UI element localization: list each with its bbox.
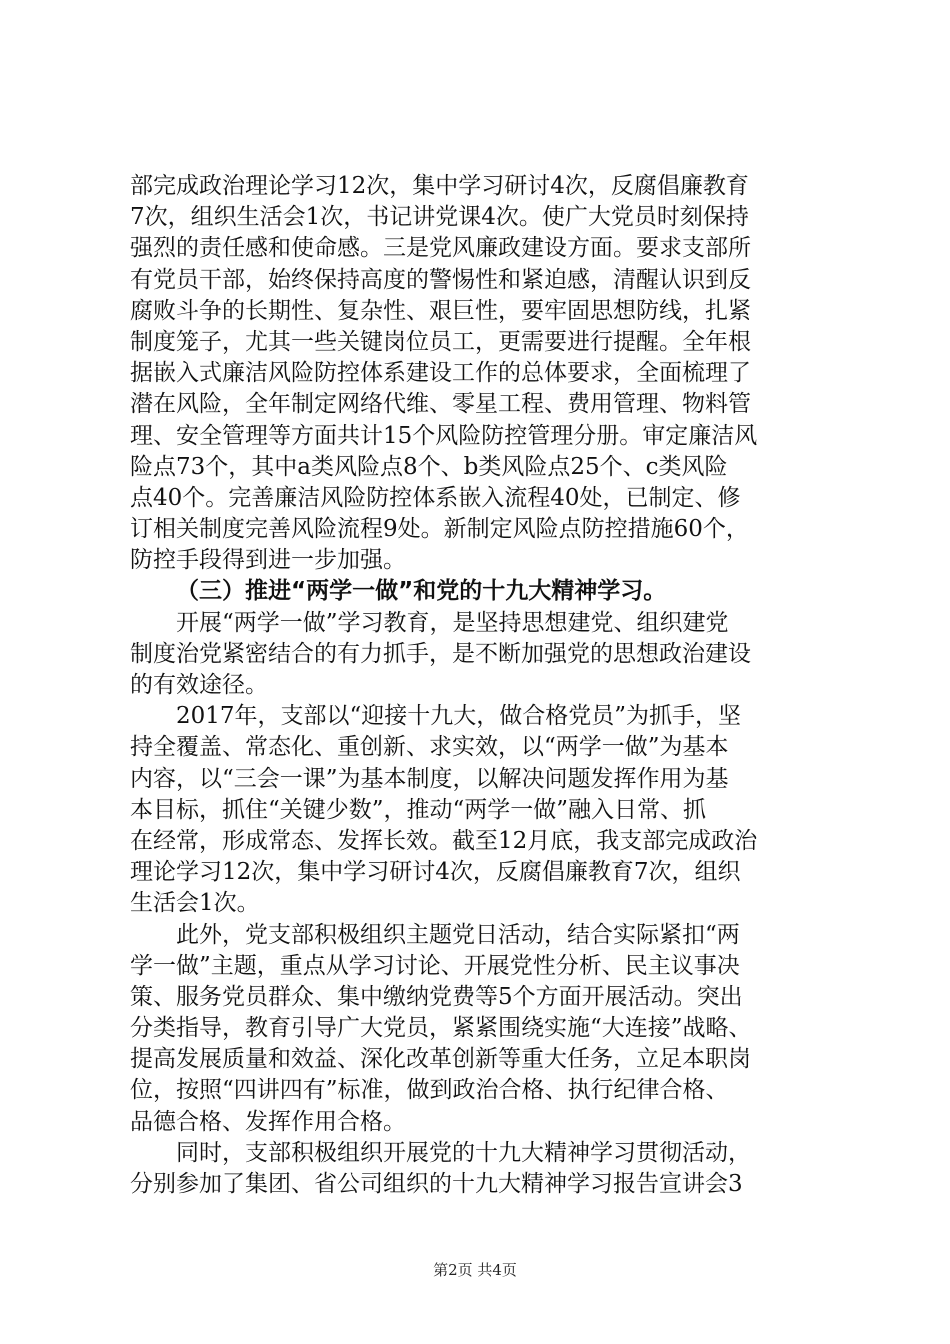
body-line: 险点73个，其中a类风险点8个、b类风险点25个、c类风险 xyxy=(130,453,728,480)
section-heading: （三）推进“两学一做”和党的十九大精神学习。 xyxy=(176,578,667,605)
page-number-footer: 第2页 共4页 xyxy=(433,1261,517,1279)
body-line: 潜在风险，全年制定网络代维、零星工程、费用管理、物料管 xyxy=(130,391,751,418)
paragraph-first-line: 2017年，支部以“迎接十九大，做合格党员”为抓手，坚 xyxy=(176,703,742,730)
paragraph-first-line: 开展“两学一做”学习教育，是坚持思想建党、组织建党 xyxy=(176,609,729,636)
body-line: 学一做”主题，重点从学习讨论、开展党性分析、民主议事决 xyxy=(130,952,740,979)
body-line: 强烈的责任感和使命感。三是党风廉政建设方面。要求支部所 xyxy=(130,235,751,262)
body-line: 据嵌入式廉洁风险防控体系建设工作的总体要求，全面梳理了 xyxy=(130,360,751,387)
paragraph-first-line: 同时，支部积极组织开展党的十九大精神学习贯彻活动， xyxy=(176,1139,751,1166)
body-line: 点40个。完善廉洁风险防控体系嵌入流程40处，已制定、修 xyxy=(130,484,741,511)
body-line: 理论学习12次，集中学习研讨4次，反腐倡廉教育7次，组织 xyxy=(130,859,741,886)
body-line: 制度笼子，尤其一些关键岗位员工，更需要进行提醒。全年根 xyxy=(130,328,751,355)
body-line: 内容，以“三会一课”为基本制度，以解决问题发挥作用为基 xyxy=(130,765,729,792)
body-line: 部完成政治理论学习12次，集中学习研讨4次，反腐倡廉教育 xyxy=(130,173,749,199)
body-line: 持全覆盖、常态化、重创新、求实效，以“两学一做”为基本 xyxy=(130,734,729,761)
body-line: 制度治党紧密结合的有力抓手，是不断加强党的思想政治建设 xyxy=(130,640,751,667)
body-line: 订相关制度完善风险流程9处。新制定风险点防控措施60个， xyxy=(130,516,749,543)
paragraph-first-line: 此外，党支部积极组织主题党日活动，结合实际紧扣“两 xyxy=(176,921,740,948)
body-line: 在经常，形成常态、发挥长效。截至12月底，我支部完成政治 xyxy=(130,827,758,854)
body-line: 本目标，抓住“关键少数”，推动“两学一做”融入日常、抓 xyxy=(130,796,707,823)
body-line: 防控手段得到进一步加强。 xyxy=(130,547,406,574)
body-line: 分别参加了集团、省公司组织的十九大精神学习报告宣讲会3 xyxy=(130,1171,743,1197)
body-line: 分类指导，教育引导广大党员，紧紧围绕实施“大连接”战略、 xyxy=(130,1015,752,1042)
body-line: 的有效途径。 xyxy=(130,672,268,698)
body-line: 提高发展质量和效益、深化改革创新等重大任务，立足本职岗 xyxy=(130,1046,751,1073)
body-line: 腐败斗争的长期性、复杂性、艰巨性，要牢固思想防线，扎紧 xyxy=(130,297,751,324)
body-line: 生活会1次。 xyxy=(130,890,260,917)
body-line: 7次，组织生活会1次，书记讲党课4次。使广大党员时刻保持 xyxy=(130,204,749,231)
body-line: 位，按照“四讲四有”标准，做到政治合格、执行纪律合格、 xyxy=(130,1077,729,1104)
body-line: 理、安全管理等方面共计15个风险防控管理分册。审定廉洁风 xyxy=(130,422,758,449)
body-line: 品德合格、发挥作用合格。 xyxy=(130,1108,406,1135)
document-body xyxy=(130,171,836,1200)
body-line: 有党员干部，始终保持高度的警惕性和紧迫感，清醒认识到反 xyxy=(130,266,751,293)
body-line: 策、服务党员群众、集中缴纳党费等5个方面开展活动。突出 xyxy=(130,983,743,1010)
